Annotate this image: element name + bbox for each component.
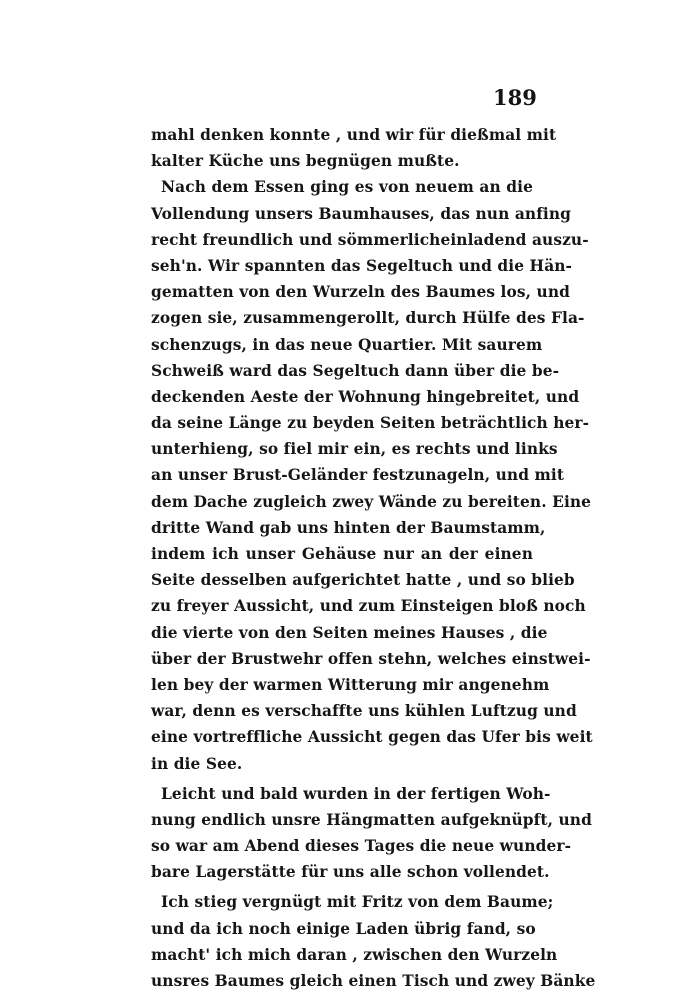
text-line: nung endlich unsre Hängmatten aufgeknüpft, und <box>151 810 592 829</box>
text-line: unsres Baumes gleich einen Tisch und zwey Bänke <box>151 972 596 990</box>
text-line: Seite desselben aufgerichtet hatte , und so blieb <box>151 571 575 590</box>
text-line: dritte Wand gab uns hinten der Baumstamm, <box>151 518 546 537</box>
text-line: deckenden Aeste der Wohnung hingebreitet, und <box>151 387 580 406</box>
text-line: mahl denken konnte , und wir für dießmal mit <box>151 126 557 144</box>
text-line: Schweiß ward das Segeltuch dann über die be- <box>151 361 560 380</box>
text-line: Vollendung unsers Baumhauses, das nun anfing <box>151 204 572 223</box>
text-line: len bey der warmen Witterung mir angenehm <box>151 675 550 694</box>
body-text <box>151 122 596 994</box>
text-line: in die See. <box>151 754 243 773</box>
text-line: kalter Küche uns begnügen mußte. <box>151 152 460 171</box>
text-line: da seine Länge zu beyden Seiten beträchtlich her- <box>151 414 590 433</box>
text-line: an unser Brust-Geländer festzunageln, und mit <box>151 466 565 485</box>
text-line: war, denn es verschaffte uns kühlen Luftzug und <box>151 702 577 721</box>
text-line: zu freyer Aussicht, und zum Einsteigen bloß noch <box>151 597 586 616</box>
text-line: und da ich noch einige Laden übrig fand, so <box>151 919 536 938</box>
text-line: eine vortreffliche Aussicht gegen das Ufer bis weit <box>151 728 593 747</box>
text-line: so war am Abend dieses Tages die neue wunder- <box>151 837 572 856</box>
text-line: Ich stieg vergnügt mit Fritz von dem Baume; <box>161 893 554 912</box>
page-number: 189 <box>493 85 537 110</box>
text-line: die vierte von den Seiten meines Hauses , die <box>151 623 548 642</box>
text-line: über der Brustwehr offen stehn, welches einstwei- <box>151 649 591 668</box>
text-line: bare Lagerstätte für uns alle schon vollendet. <box>151 863 550 882</box>
text-line: indem ich unser Gehäuse nur an der einen <box>151 545 533 563</box>
text-line: unterhieng, so fiel mir ein, es rechts und links <box>151 440 558 459</box>
text-line: Nach dem Essen ging es von neuem an die <box>161 178 533 197</box>
text-line: Leicht und bald wurden in der fertigen Woh- <box>161 784 551 803</box>
text-line: dem Dache zugleich zwey Wände zu bereiten. Eine <box>151 492 592 511</box>
text-line: schenzugs, in das neue Quartier. Mit saurem <box>151 335 543 354</box>
text-line: macht' ich mich daran , zwischen den Wurzeln <box>151 945 558 964</box>
text-line: seh'n. Wir spannten das Segeltuch und die Hän- <box>151 256 573 275</box>
text-line: zogen sie, zusammengerollt, durch Hülfe des Fla- <box>151 309 585 328</box>
text-line: gematten von den Wurzeln des Baumes los, und <box>151 283 570 302</box>
text-line: recht freundlich und sömmerlicheinladend auszu- <box>151 230 589 249</box>
